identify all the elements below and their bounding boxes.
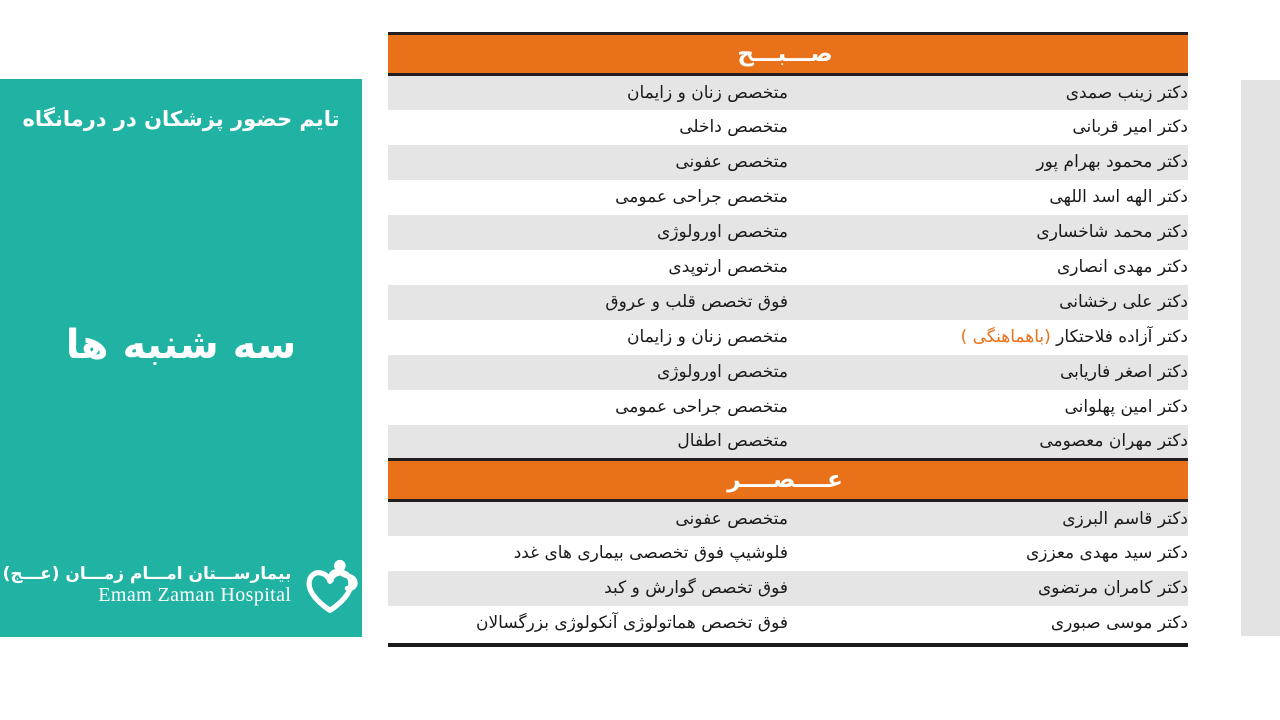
table-row [388,606,1188,641]
doctor-name-text: دکتر آزاده فلاحتکار [1050,327,1188,347]
sidebar-day-label: سه شنبه ها [65,322,297,368]
doctor-specialty-cell: فلوشیپ فوق تخصصی بیماری های غدد [388,536,788,571]
doctor-name-text: دکتر الهه اسد اللهی [1049,187,1188,207]
doctor-name-text: دکتر محمود بهرام پور [1036,152,1188,172]
table-row [388,145,1188,180]
doctor-name-cell [788,390,1188,425]
doctor-name-note-badge: (باهماهنگی ) [960,327,1051,347]
doctor-name-cell [788,355,1188,390]
doctor-name-text: دکتر امین پهلوانی [1064,397,1188,417]
schedule-section-band [388,34,1188,75]
schedule-section-band-cell [388,460,1188,501]
logo-name-fa: بیمارســـتان امـــام زمـــان (عـــج) [2,564,292,585]
logo-text-block [3,566,292,606]
doctor-name-cell [788,180,1188,215]
doctor-specialty-cell: فوق تخصص قلب و عروق [388,285,788,320]
doctor-specialty-cell: متخصص داخلی [388,110,788,145]
doctor-name-text: دکتر مهران معصومی [1039,431,1188,452]
doctor-specialty-cell: متخصص عفونی [388,501,788,536]
doctor-specialty-cell: فوق تخصص هماتولوژی آنکولوژی بزرگسالان [388,606,788,641]
doctor-specialty-cell: متخصص اورولوژی [388,355,788,390]
logo-name-en: Emam Zaman Hospital [98,583,292,606]
doctor-name-cell [788,250,1188,285]
table-row [388,250,1188,285]
doctor-name-cell [788,215,1188,250]
doctor-name-text: دکتر موسی صبوری [1050,613,1188,633]
table-row [388,390,1188,425]
table-row [388,320,1188,355]
doctor-name-cell [788,320,1188,355]
table-row [388,180,1188,215]
sidebar-heading: تایم حضور پزشکان در درمانگاه [22,107,340,131]
table-row [388,215,1188,250]
doctor-specialty-cell: متخصص عفونی [388,145,788,180]
doctor-name-text: دکتر اصغر فاریابی [1059,362,1188,382]
doctor-name-text: دکتر علی رخشانی [1059,292,1188,312]
table-row [388,536,1188,571]
heart-person-logo-icon [301,557,359,615]
doctor-specialty-cell: متخصص زنان و زایمان [388,320,788,355]
doctor-specialty-cell: متخصص اورولوژی [388,215,788,250]
doctor-name-cell [788,110,1188,145]
doctor-specialty-cell: متخصص جراحی عمومی [388,180,788,215]
hospital-logo [0,557,362,615]
doctor-specialty-cell: متخصص اطفال [388,425,788,460]
doctor-name-cell [788,425,1188,460]
doctor-name-cell [788,75,1188,110]
doctor-name-cell [788,536,1188,571]
doctor-name-text: دکتر سید مهدی معززی [1025,543,1188,563]
table-row [388,425,1188,460]
table-row [388,110,1188,145]
doctor-name-cell [788,145,1188,180]
doctor-name-cell [788,285,1188,320]
doctor-name-text: دکتر قاسم البرزی [1062,508,1188,529]
table-bottom-rule [388,643,1188,647]
doctor-name-text: دکتر کامران مرتضوی [1038,578,1188,598]
schedule-section-band-label: عــــصــــر [727,467,843,493]
table-row [388,75,1188,110]
doctor-name-text: دکتر محمد شاخساری [1036,222,1188,242]
table-row [388,355,1188,390]
doctor-specialty-cell: متخصص ارتوپدی [388,250,788,285]
right-edge-decorative-strip [1241,80,1280,636]
table-row [388,571,1188,606]
doctor-specialty-cell: متخصص زنان و زایمان [388,75,788,110]
sidebar-panel [0,79,362,637]
table-row [388,285,1188,320]
doctor-name-cell [788,606,1188,641]
doctor-name-text: دکتر زینب صمدی [1065,82,1188,103]
doctor-name-text: دکتر امیر قربانی [1072,117,1188,137]
doctor-name-text: دکتر مهدی انصاری [1056,257,1188,277]
table-row [388,501,1188,536]
schedule-table [388,32,1188,641]
schedule-table-zone [388,32,1188,641]
doctor-specialty-cell: فوق تخصص گوارش و کبد [388,571,788,606]
doctor-name-cell [788,501,1188,536]
doctor-name-cell [788,571,1188,606]
doctor-specialty-cell: متخصص جراحی عمومی [388,390,788,425]
schedule-section-band [388,460,1188,501]
schedule-section-band-cell [388,34,1188,75]
schedule-section-band-label: صـــبـــح [737,41,833,67]
